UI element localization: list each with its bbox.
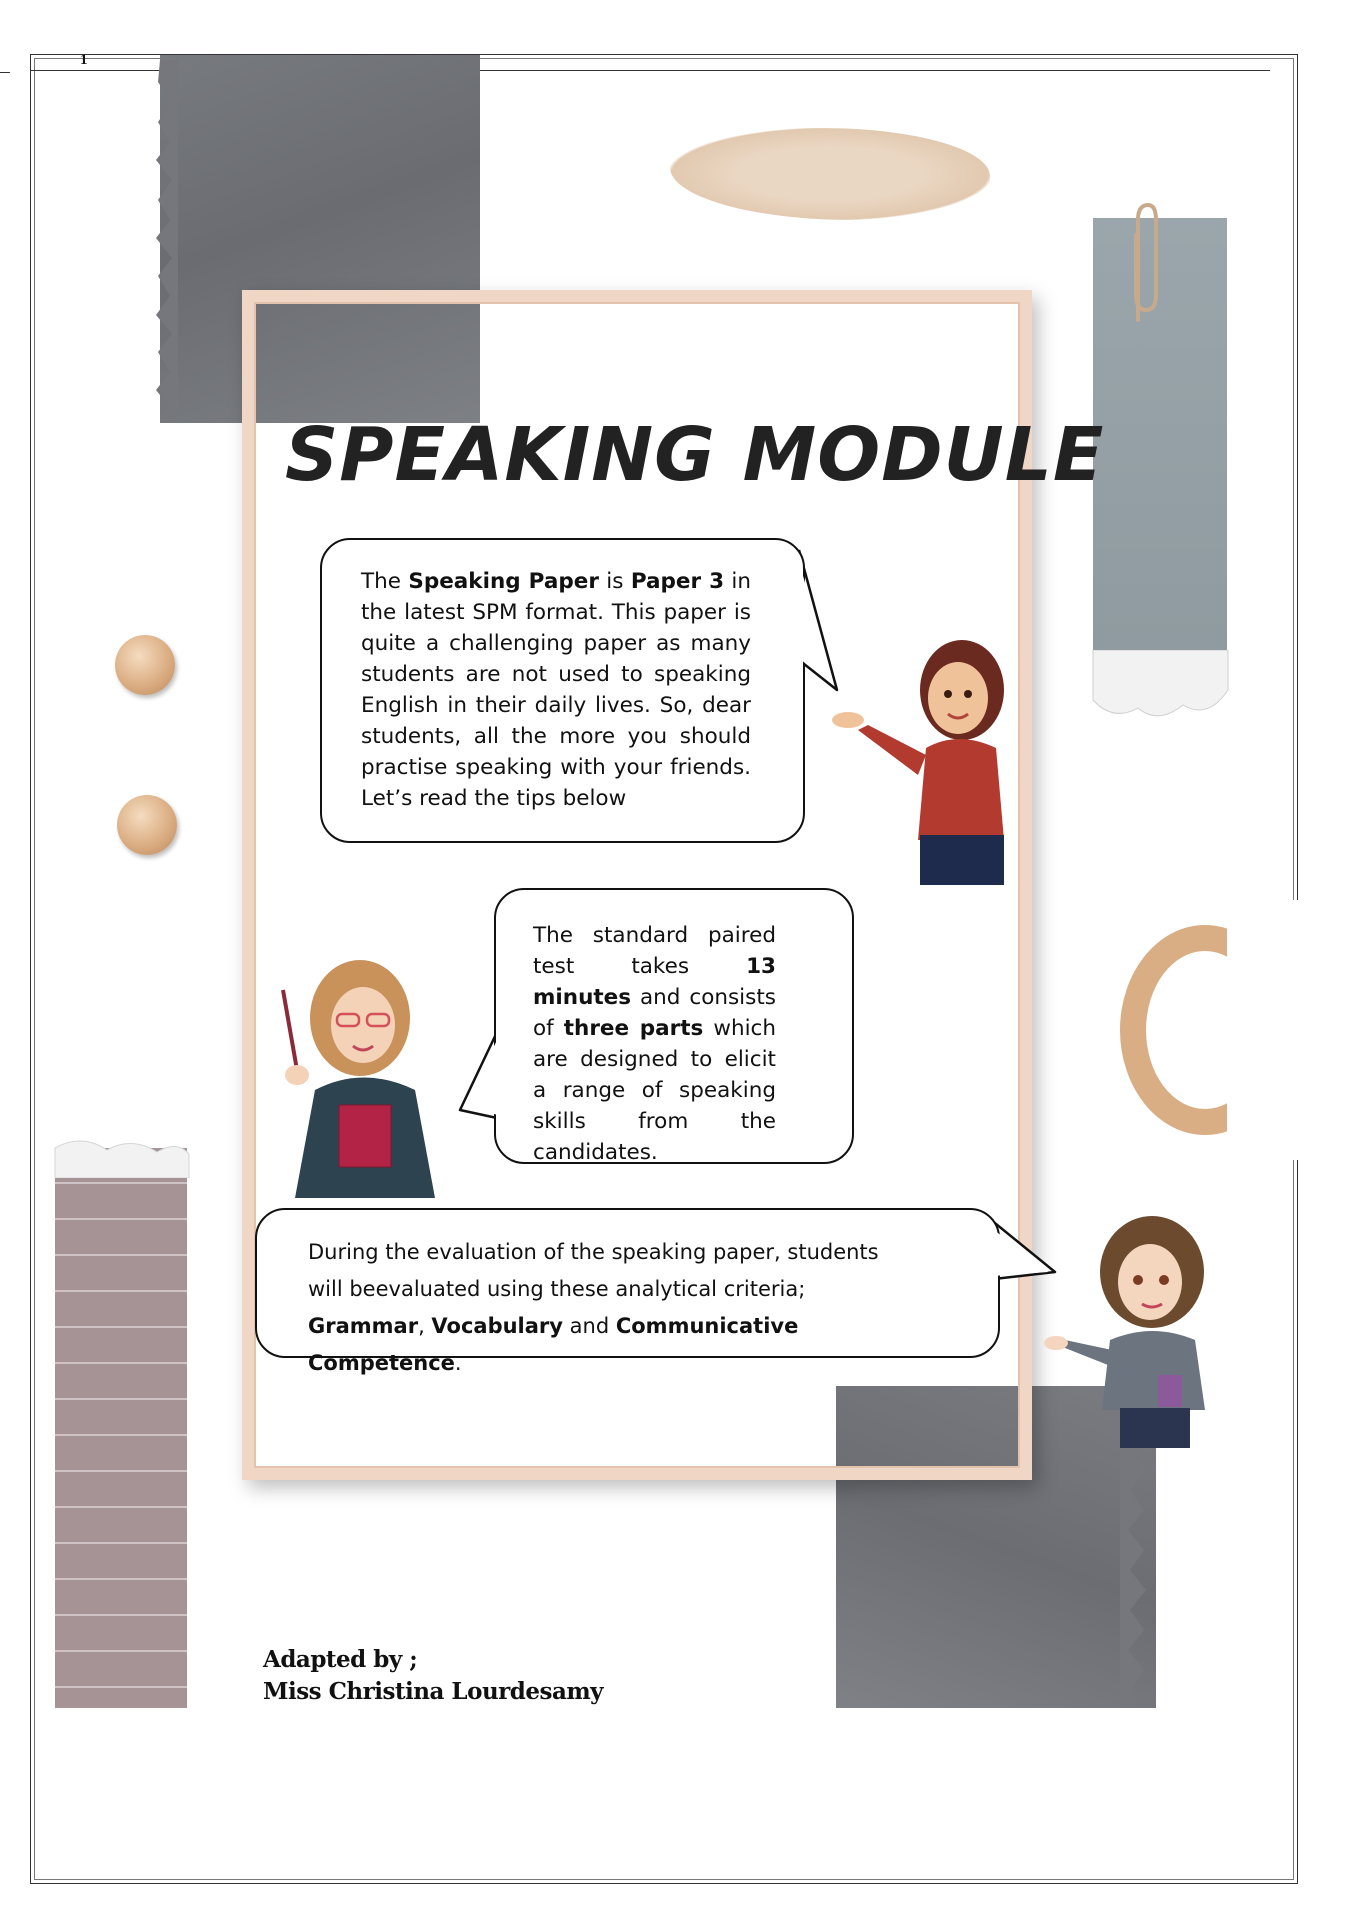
bubble2-part-1: 13 minutes [533,954,776,1010]
push-pin-top-decoration [115,635,175,695]
criteria-line-3 [308,1308,948,1382]
criteria-end: . [454,1351,462,1375]
bubble1-part-1: Speaking Paper [408,569,599,594]
page-title: SPEAKING MODULE [285,412,1105,498]
criterion-grammar: Grammar [308,1314,419,1338]
push-pin-bottom-decoration [117,795,177,855]
credit-author: Miss Christina Lourdesamy [263,1678,604,1705]
test-format-paragraph [533,920,776,1168]
ring-cutoff [1227,900,1307,1160]
torn-edge-left-decoration [148,60,188,420]
criteria-sep-2: and [562,1314,616,1338]
credit-label: Adapted by ; [263,1646,418,1673]
paperclip-icon [1118,200,1158,325]
bubble2-part-0: The standard paired test takes [533,923,776,979]
criteria-paragraph [308,1234,948,1382]
criterion-vocabulary: Vocabulary [431,1314,563,1338]
criteria-line-1: During the evaluation of the speaking paper, students [308,1240,879,1264]
torn-paper-edge-decoration [1088,650,1233,730]
page-number: 1 [80,52,88,68]
bubble2-part-2: and consists of [533,985,776,1041]
bubble1-part-4: in the latest SPM format. This paper is quite a challenging paper as many students are not used to speaking English in their daily lives. So, dear students, all the more you should practise speaking with your friends. Let’s read the tips below [361,569,751,811]
striped-tape-decoration [55,1148,187,1708]
criteria-sep-1: , [418,1314,432,1338]
torn-top-edge-decoration [52,1128,192,1178]
teacher-pointer-illustration [275,950,455,1200]
criterion-communicative-competence: Communicative Competence [308,1314,799,1375]
teacher-red-blouse-illustration [808,630,1018,885]
bubble1-part-0: The [361,569,409,594]
header-tick [0,72,10,73]
intro-paragraph [361,566,751,814]
bubble2-tail-fill [455,1030,515,1120]
bubble1-part-2: is [598,569,631,594]
bubble2-part-3: three parts [563,1016,704,1041]
teacher-purple-book-illustration [1040,1210,1230,1450]
criteria-line-2: will beevaluated using these analytical criteria; [308,1277,806,1301]
bubble1-part-3: Paper 3 [630,569,725,594]
bubble2-part-4: which are designed to elicit a range of speaking skills from the candidates. [533,1016,777,1165]
blue-tape-decoration [1093,218,1227,680]
